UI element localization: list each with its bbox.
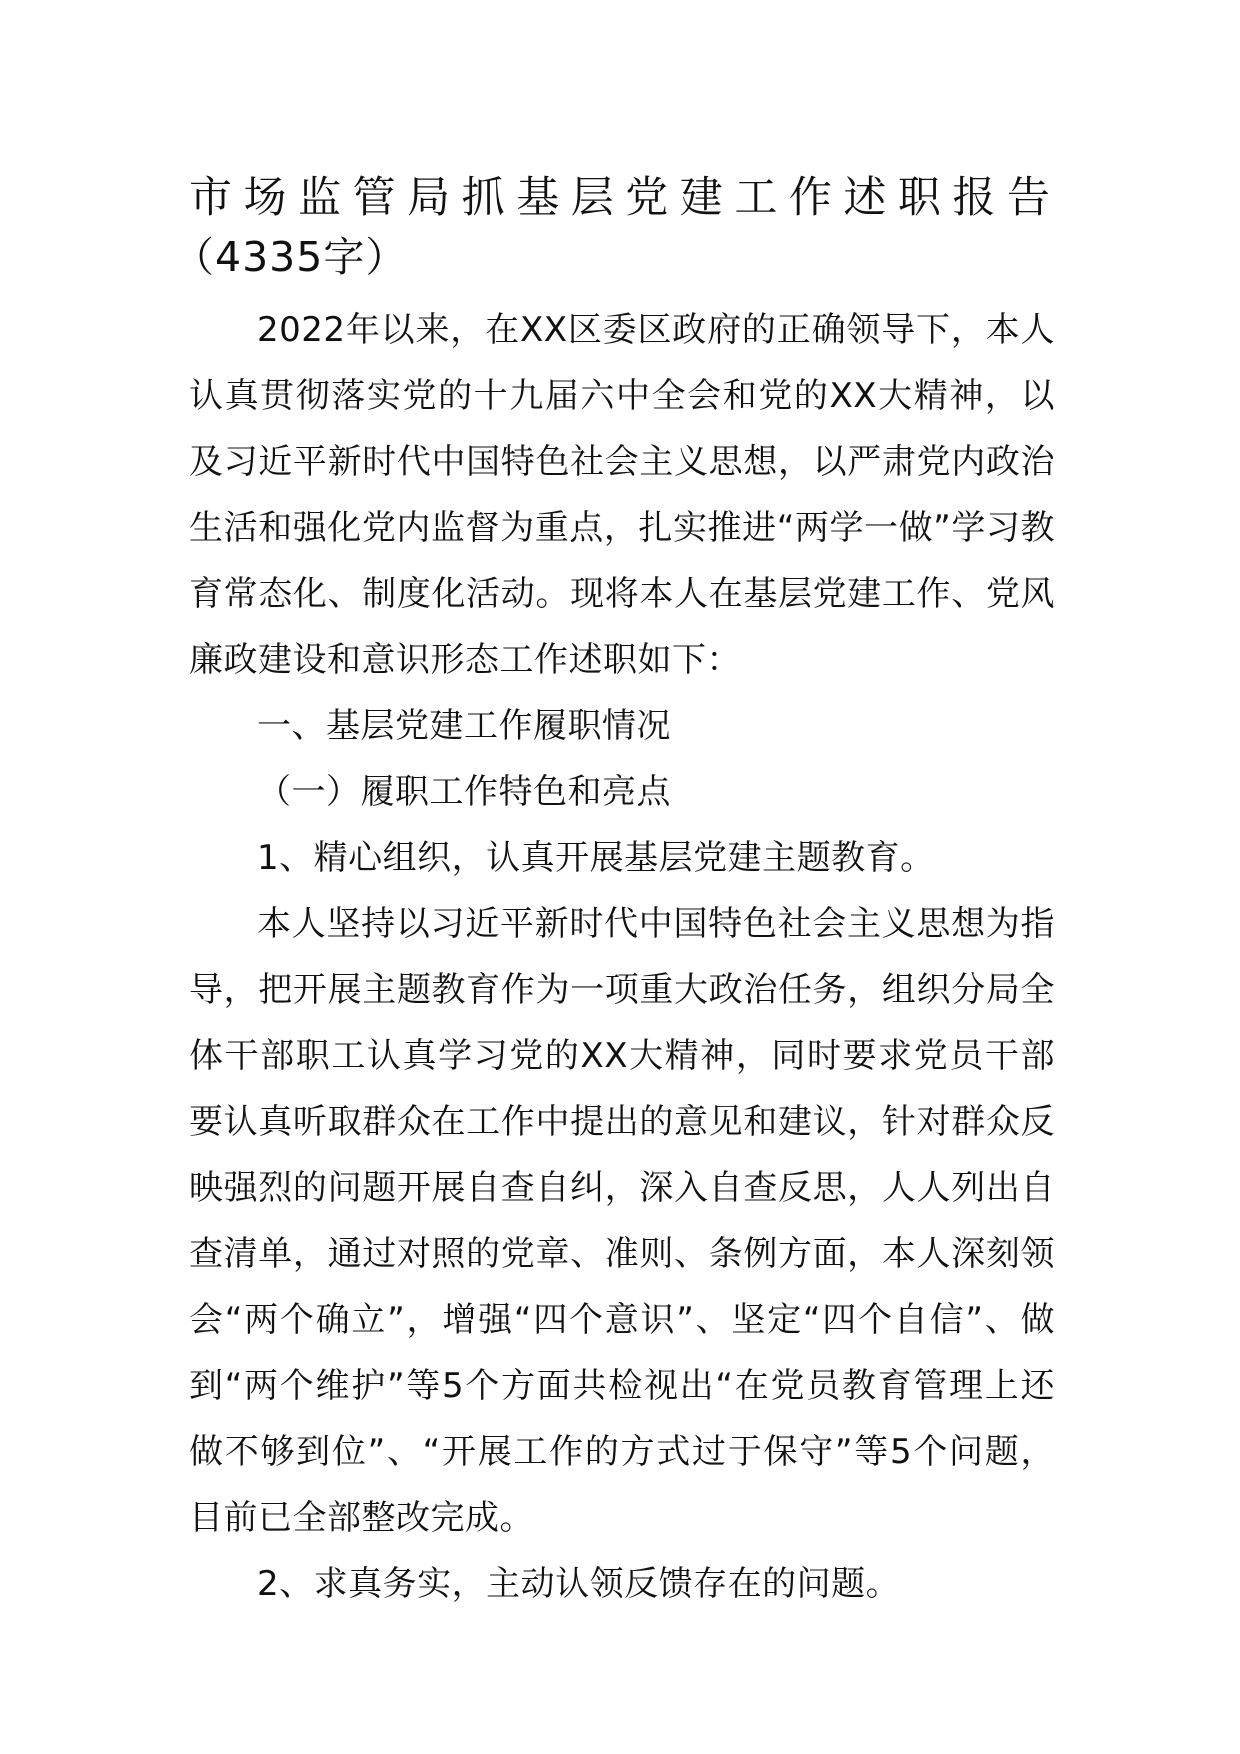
item-heading-2: 2、求真务实，主动认领反馈存在的问题。: [257, 1564, 901, 1604]
document-body: [189, 297, 1055, 1617]
item-1-paragraph: 本人坚持以习近平新时代中国特色社会主义思想为指导，把开展主题教育作为一项重大政治任务，组织分局全体干部职工认真学习党的XX大精神，同时要求党员干部要认真听取群众在工作中提出的意见和建议，针对群众反映强烈的问题开展自查自纠，深入自查反思，人人列出自查清单，通过对照的党章、准则、条例方面，本人深刻领会“两个确立”，增强“四个意识”、坚定“四个自信”、做到“两个维护”等5个方面共检视出“在党员教育管理上还做不够到位”、“开展工作的方式过于保守”等5个问题，目前已全部整改完成。: [189, 904, 1055, 1538]
document-word-count: （4335字）: [173, 233, 408, 281]
document-title: 市场监管局抓基层党建工作述职报告: [189, 173, 1055, 223]
document-content: [173, 168, 1055, 1617]
section-heading-1: 一、基层党建工作履职情况: [257, 706, 671, 746]
item-heading-1: 1、精心组织，认真开展基层党建主题教育。: [257, 838, 935, 878]
subsection-heading-1: （一）履职工作特色和亮点: [257, 772, 671, 812]
intro-paragraph: 2022年以来，在XX区委区政府的正确领导下，本人认真贯彻落实党的十九届六中全会和党的XX大精神，以及习近平新时代中国特色社会主义思想，以严肃党内政治生活和强化党内监督为重点，扎实推进“两学一做”学习教育常态化、制度化活动。现将本人在基层党建工作、党风廉政建设和意识形态工作述职如下：: [189, 310, 1055, 680]
